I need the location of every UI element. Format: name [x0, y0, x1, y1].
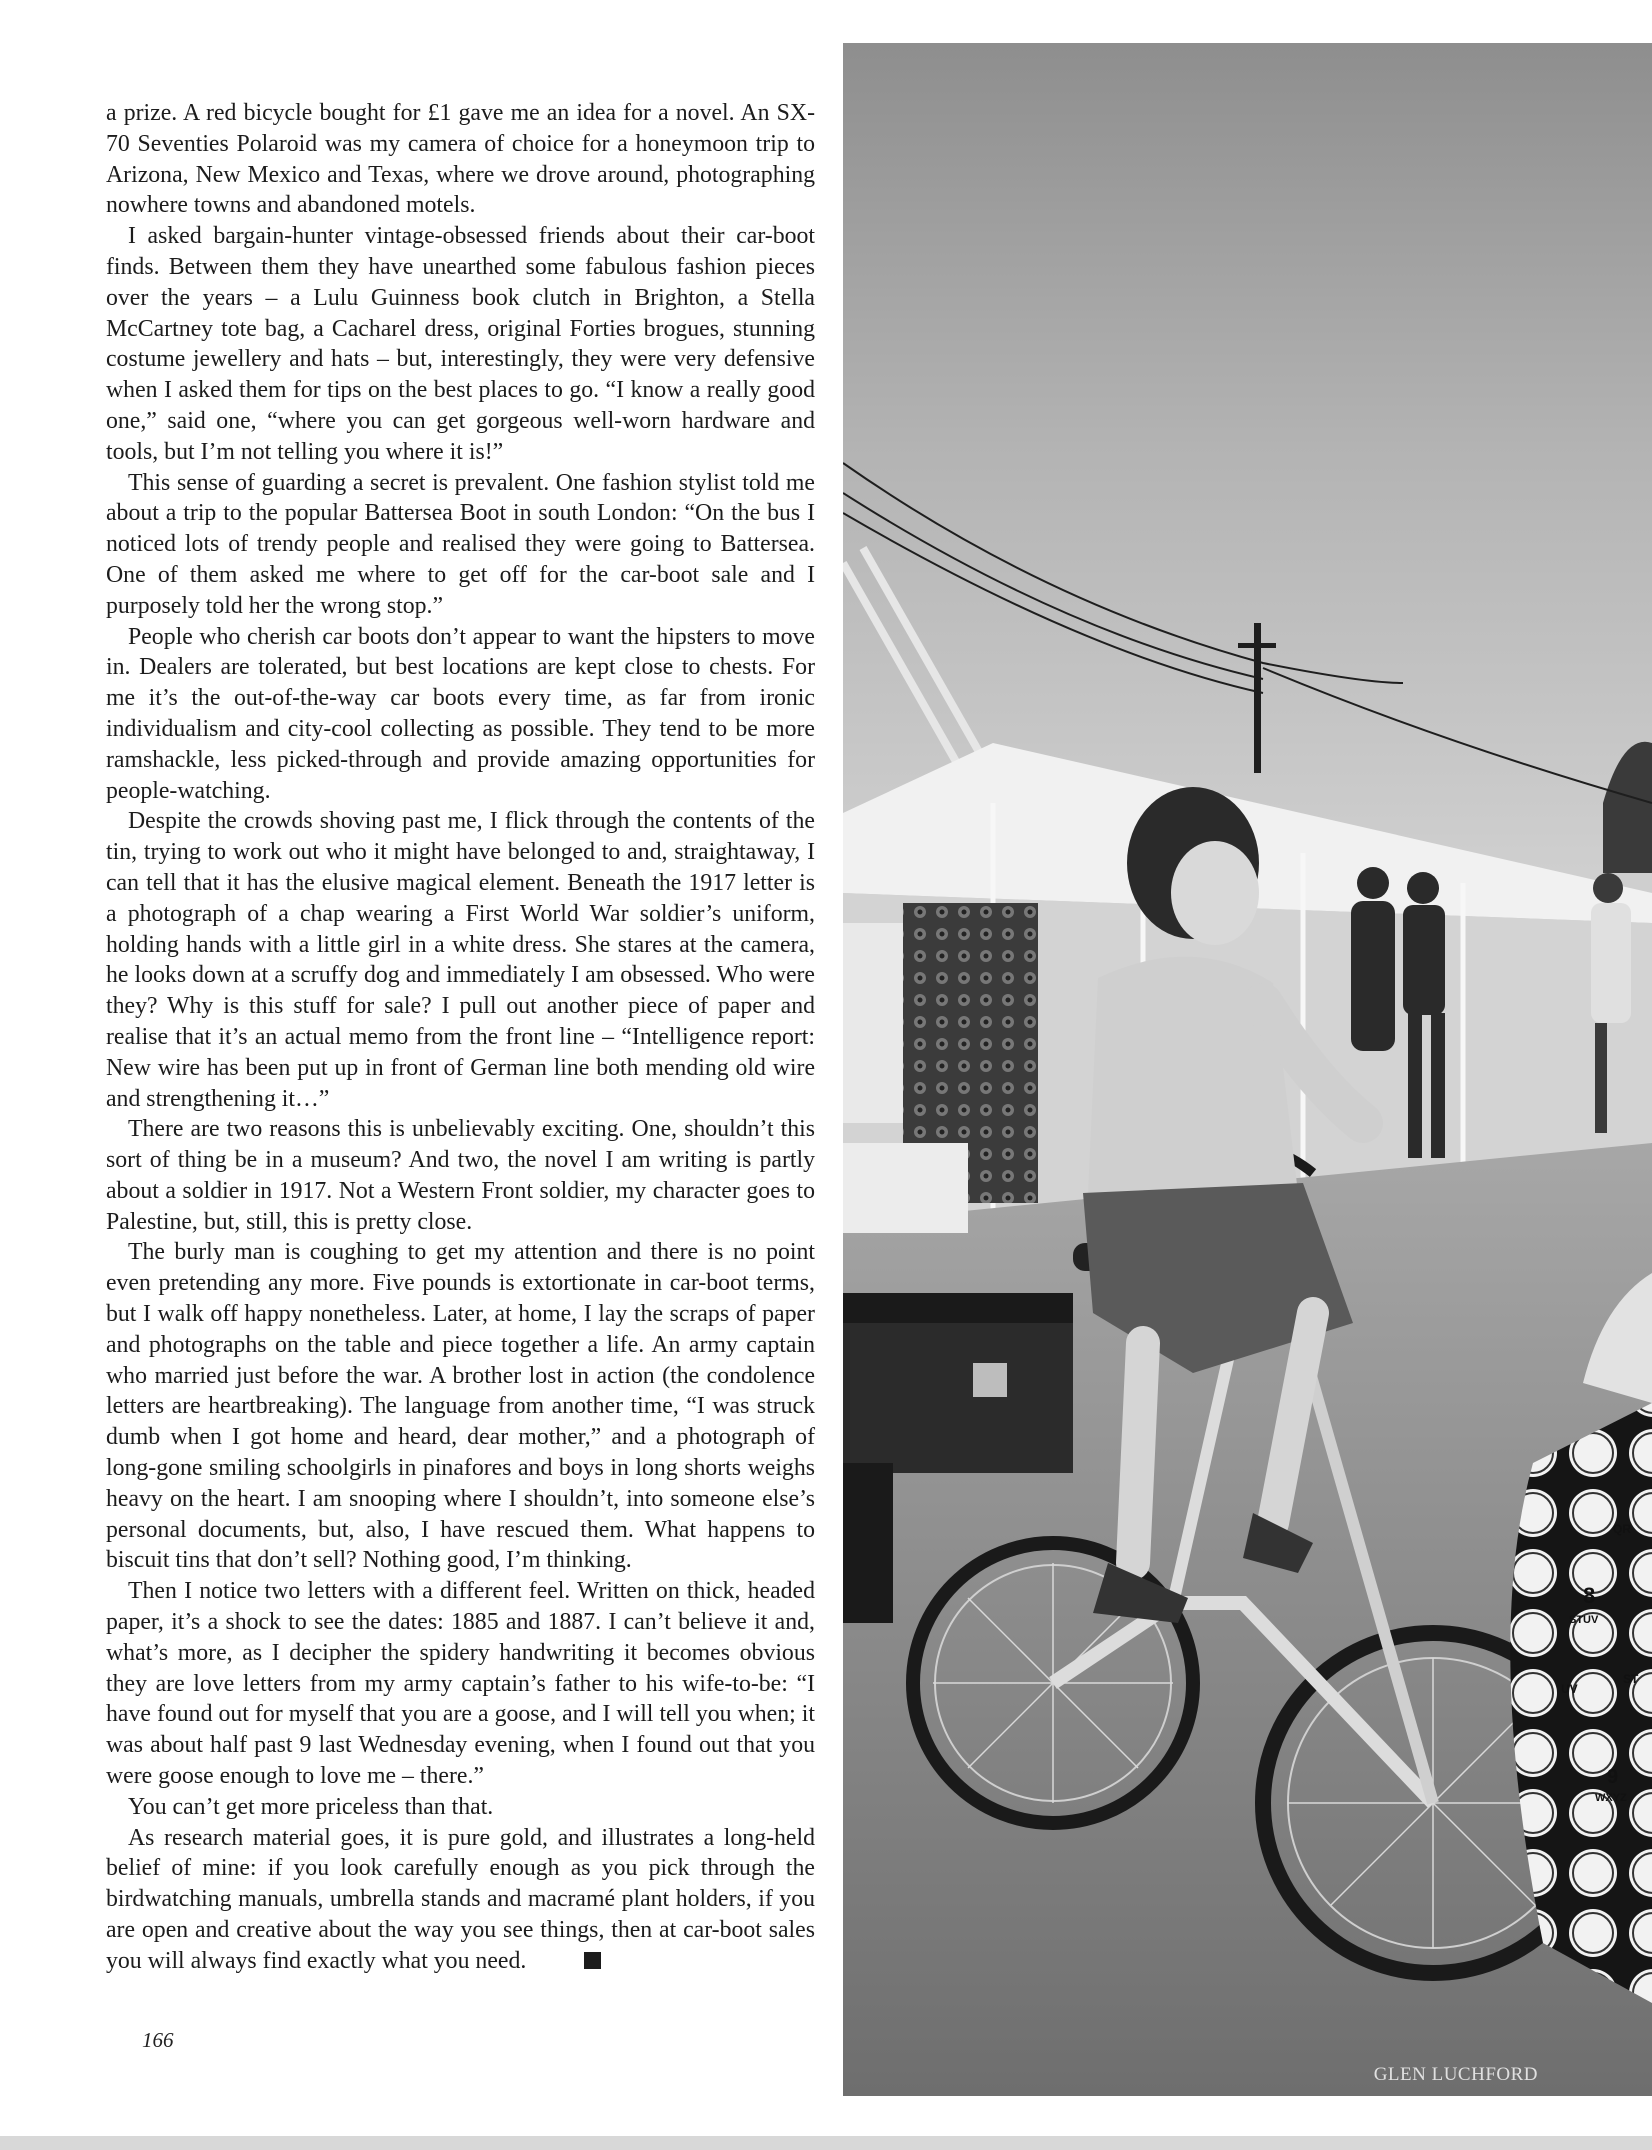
- skirt-key-8: 8: [1583, 1583, 1596, 1608]
- skirt-key-st: ST: [1623, 1672, 1639, 1686]
- photograph-illustration: [843, 43, 1652, 2096]
- paragraph-10: [106, 1823, 815, 1977]
- paragraph-3: This sense of guarding a secret is prevalent. One fashion stylist told me about a trip to the popular Battersea Boot in south London: “On the bus I noticed lots of trendy people and realised they were going to Battersea. One of them asked me where to get off for the car-boot sale and I purposely told her the wrong stop.”: [106, 469, 815, 619]
- page-bottom-edge: [0, 2136, 1652, 2150]
- skirt-key-stuv: STUV: [1569, 1614, 1599, 1626]
- paragraph-2: I asked bargain-hunter vintage-obsessed friends about their car-boot finds. Between them they have unearthed some fabulous fashion pieces over the years – a Lulu Guinness book clutch in Brighton, a Stella McCartney tote bag, a Cacharel dress, original Forties brogues, stunning costume jewellery and hats – but, interestingly, they were very defensive when I asked them for tips on the best places to go. “I know a really good one,” said one, “where you can get gorgeous well-worn hardware and tools, but I’m not telling you where it is!”: [106, 223, 815, 465]
- paragraph-8: Then I notice two letters with a different feel. Written on thick, headed paper, it’s a shock to see the dates: 1885 and 1887. I can’t believe it and, what’s more, as I decipher the spidery handwriting it becomes obvious they are love letters from my army captain’s father to his wife-to-be: “I have found out for myself that you are a goose, and I will tell you when; it was about half past 9 last Wednesday evening, when I found out that you were goose enough to love me – there.”: [106, 1578, 815, 1790]
- skirt-key-wxyz: WXYZ: [1595, 1792, 1627, 1804]
- skirt-key-9: 9: [1607, 1766, 1619, 1788]
- photo-boy-on-bicycle: [843, 43, 1652, 2096]
- skirt-key-uv: UV: [1561, 1682, 1578, 1696]
- article-body: [106, 98, 815, 1977]
- end-of-article-icon: [584, 1952, 601, 1969]
- clothes-rack: [843, 923, 903, 1123]
- page-number: 166: [142, 2028, 174, 2052]
- paragraph-10-text: As research material goes, it is pure gold, and illustrates a long-held belief of mine: if you look carefully enough as you pick through the birdwatching manuals, umbrella stands and macramé plant holders, if you are open and creative about the way you see things, then at car-boot sales you will always find exactly what you need.: [106, 1824, 815, 1974]
- vintage-trunk: [843, 1303, 1073, 1473]
- photo-credit: GLEN LUCHFORD: [1373, 2064, 1538, 2085]
- paragraph-4: People who cherish car boots don’t appear to want the hipsters to move in. Dealers are tolerated, but best locations are kept close to chests. For me it’s the out-of-the-way car boots every time, as far from ironic individualism and city-cool collecting as possible. They tend to be more ramshackle, less picked-through and provide amazing opportunities for people-watching.: [106, 623, 815, 804]
- skirt-key-qr: QR: [1613, 1522, 1631, 1536]
- dark-case: [843, 1463, 893, 1623]
- paragraph-9: You can’t get more priceless than that.: [128, 1793, 494, 1820]
- paragraph-1: a prize. A red bicycle bought for £1 gave me an idea for a novel. An SX-70 Seventies Polaroid was my camera of choice for a honeymoon trip to Arizona, New Mexico and Texas, where we drove around, photographing nowhere towns and abandoned motels.: [106, 100, 815, 219]
- paragraph-7: The burly man is coughing to get my attention and there is no point even pretending any more. Five pounds is extortionate in car-boot terms, but I walk off happy nonetheless. Later, at home, I lay the scraps of paper and photographs on the table and piece together a life. An army captain who married just before the war. A brother lost in action (the condolence letters are heartbreaking). The language from another time, “I was struck dumb when I got home and heard, dear mother,” and a photograph of long-gone smiling schoolgirls in pinafores and boys in long shorts weighs heavy on the heart. I am snooping where I shouldn’t, into someone else’s personal documents, but, also, I have rescued them. What happens to biscuit tins that don’t sell? Nothing good, I’m thinking.: [106, 1239, 815, 1574]
- paragraph-6: There are two reasons this is unbelievably exciting. One, shouldn’t this sort of thing be in a museum? And two, the novel I am writing is partly about a soldier in 1917. Not a Western Front soldier, my character goes to Palestine, but, still, this is pretty close.: [106, 1116, 815, 1235]
- paragraph-5: Despite the crowds shoving past me, I flick through the contents of the tin, trying to work out who it might have belonged to and, straightaway, I can tell that it has the elusive magical element. Beneath the 1917 letter is a photograph of a chap wearing a First World War soldier’s uniform, holding hands with a little girl in a white dress. She stares at the camera, he looks down at a scruffy dog and immediately I am obsessed. Who were they? Why is this stuff for sale? I pull out another piece of paper and realise that it’s an actual memo from the front line – “Intelligence report: New wire has been put up in front of German line both mending old wire and strengthening it…”: [106, 808, 815, 1112]
- stall-table: [843, 1143, 968, 1233]
